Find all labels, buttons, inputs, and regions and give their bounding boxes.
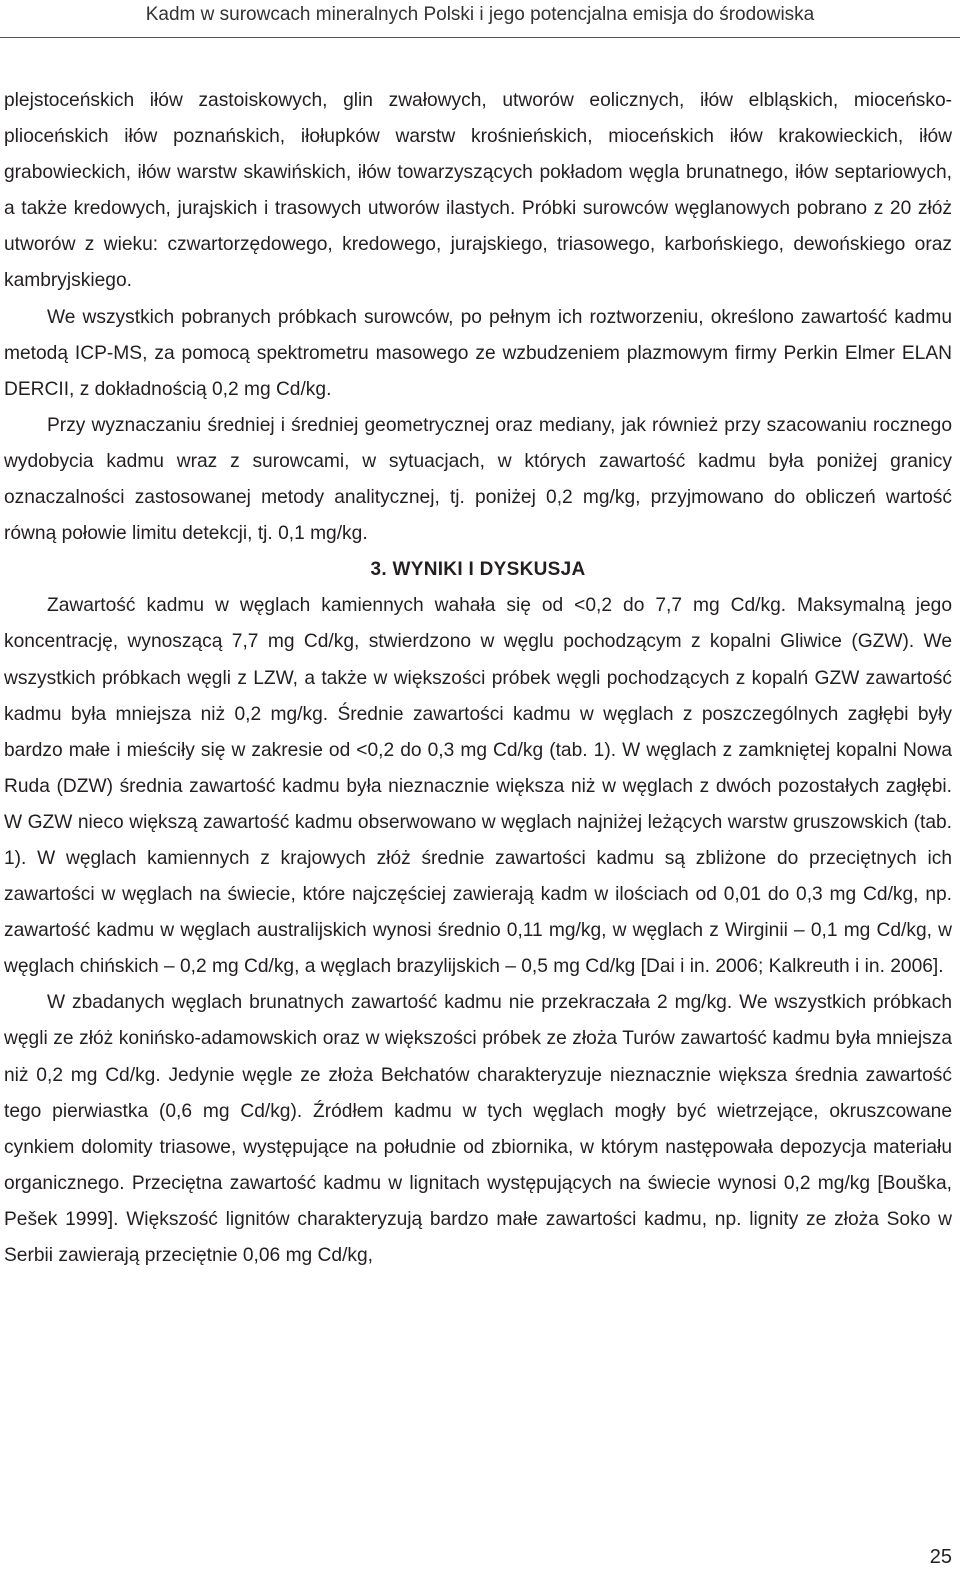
page-number: 25 [929,1546,952,1568]
header-divider [0,37,960,38]
paragraph-lignite: W zbadanych węglach brunatnych zawartość kadmu nie przekraczała 2 mg/kg. We wszystkich próbkach węgli ze złóż konińsko-adamowskich oraz w większości próbek ze złoża Turów zawartość kadmu była mniejsza niż 0,2 mg Cd/kg. Jedynie węgle ze złoża Bełchatów charakteryzuje nieznacznie większa średnia zawartość tego pierwiastka (0,6 mg Cd/kg). Źródłem kadmu w tych węglach mogły być wietrzejące, okruszcowane cynkiem dolomity triasowe, występujące na południe od zbiornika, w którym następowała depozycja materiału organicznego. Przeciętna zawartość kadmu w lignitach występujących na świecie wynosi 0,2 mg/kg [Bouška, Pešek 1999]. Większość lignitów charakteryzują bardzo małe zawartości kadmu, np. lignity ze złoża Soko w Serbii zawierają przeciętnie 0,06 mg Cd/kg, [4,992,952,1266]
body-text [4,83,952,1274]
running-header: Kadm w surowcach mineralnych Polski i jego potencjalna emisja do środowiska [145,4,815,25]
paragraph-detection-limit: Przy wyznaczaniu średniej i średniej geometrycznej oraz mediany, jak również przy szacowaniu rocznego wydobycia kadmu wraz z surowcami, w sytuacjach, w których zawartość kadmu była poniżej granicy oznaczalności zastosowanej metody analitycznej, tj. poniżej 0,2 mg/kg, przyjmowano do obliczeń wartość równą połowie limitu detekcji, tj. 0,1 mg/kg. [4,414,952,545]
section-heading: 3. WYNIKI I DYSKUSJA [370,559,586,581]
paragraph-continued: plejstoceńskich iłów zastoiskowych, glin zwałowych, utworów eolicznych, iłów elbląskich, mioceńsko-plioceńskich iłów poznańskich, iłołupków warstw krośnieńskich, mioceńskich iłów krakowieckich, iłów grabowieckich, iłów warstw skawińskich, iłów towarzyszących pokładom węgla brunatnego, iłów septariowych, a także kredowych, jurajskich i trasowych utworów ilastych. Próbki surowców węglanowych pobrano z 20 złóż utworów z wieku: czwartorzędowego, kredowego, jurajskiego, triasowego, karbońskiego, dewońskiego oraz kambryjskiego. [4,90,952,292]
paragraph-hard-coal: Zawartość kadmu w węglach kamiennych wahała się od <0,2 do 7,7 mg Cd/kg. Maksymalną jego koncentrację, wynoszącą 7,7 mg Cd/kg, stwierdzono w węglu pochodzącym z kopalni Gliwice (GZW). We wszystkich próbkach węgli z LZW, a także w większości próbek węgli pochodzących z kopalń GZW zawartość kadmu była mniejsza niż 0,2 mg/kg. Średnie zawartości kadmu w węglach z poszczególnych zagłębi były bardzo małe i mieściły się w zakresie od <0,2 do 0,3 mg Cd/kg (tab. 1). W węglach z zamkniętej kopalni Nowa Ruda (DZW) średnia zawartość kadmu była nieznacznie większa niż w węglach z dwóch pozostałych zagłębi. W GZW nieco większą zawartość kadmu obserwowano w węglach najniżej leżących warstw gruszowskich (tab. 1). W węglach kamiennych z krajowych złóż średnie zawartości kadmu są zbliżone do przeciętnych ich zawartości w węglach na świecie, które najczęściej zawierają kadm w ilościach od 0,01 do 0,3 mg Cd/kg, np. zawartość kadmu w węglach australijskich wynosi średnio 0,11 mg/kg, w węglach z Wirginii – 0,1 mg Cd/kg, w węglach chińskich – 0,2 mg Cd/kg, a węglach brazylijskich – 0,5 mg Cd/kg [Dai i in. 2006; Kalkreuth i in. 2006]. [4,595,952,978]
paragraph-icpms-method: We wszystkich pobranych próbkach surowców, po pełnym ich roztworzeniu, określono zawartość kadmu metodą ICP-MS, za pomocą spektrometru masowego ze wzbudzeniem plazmowym firmy Perkin Elmer ELAN DERCII, z dokładnością 0,2 mg Cd/kg. [4,306,952,400]
